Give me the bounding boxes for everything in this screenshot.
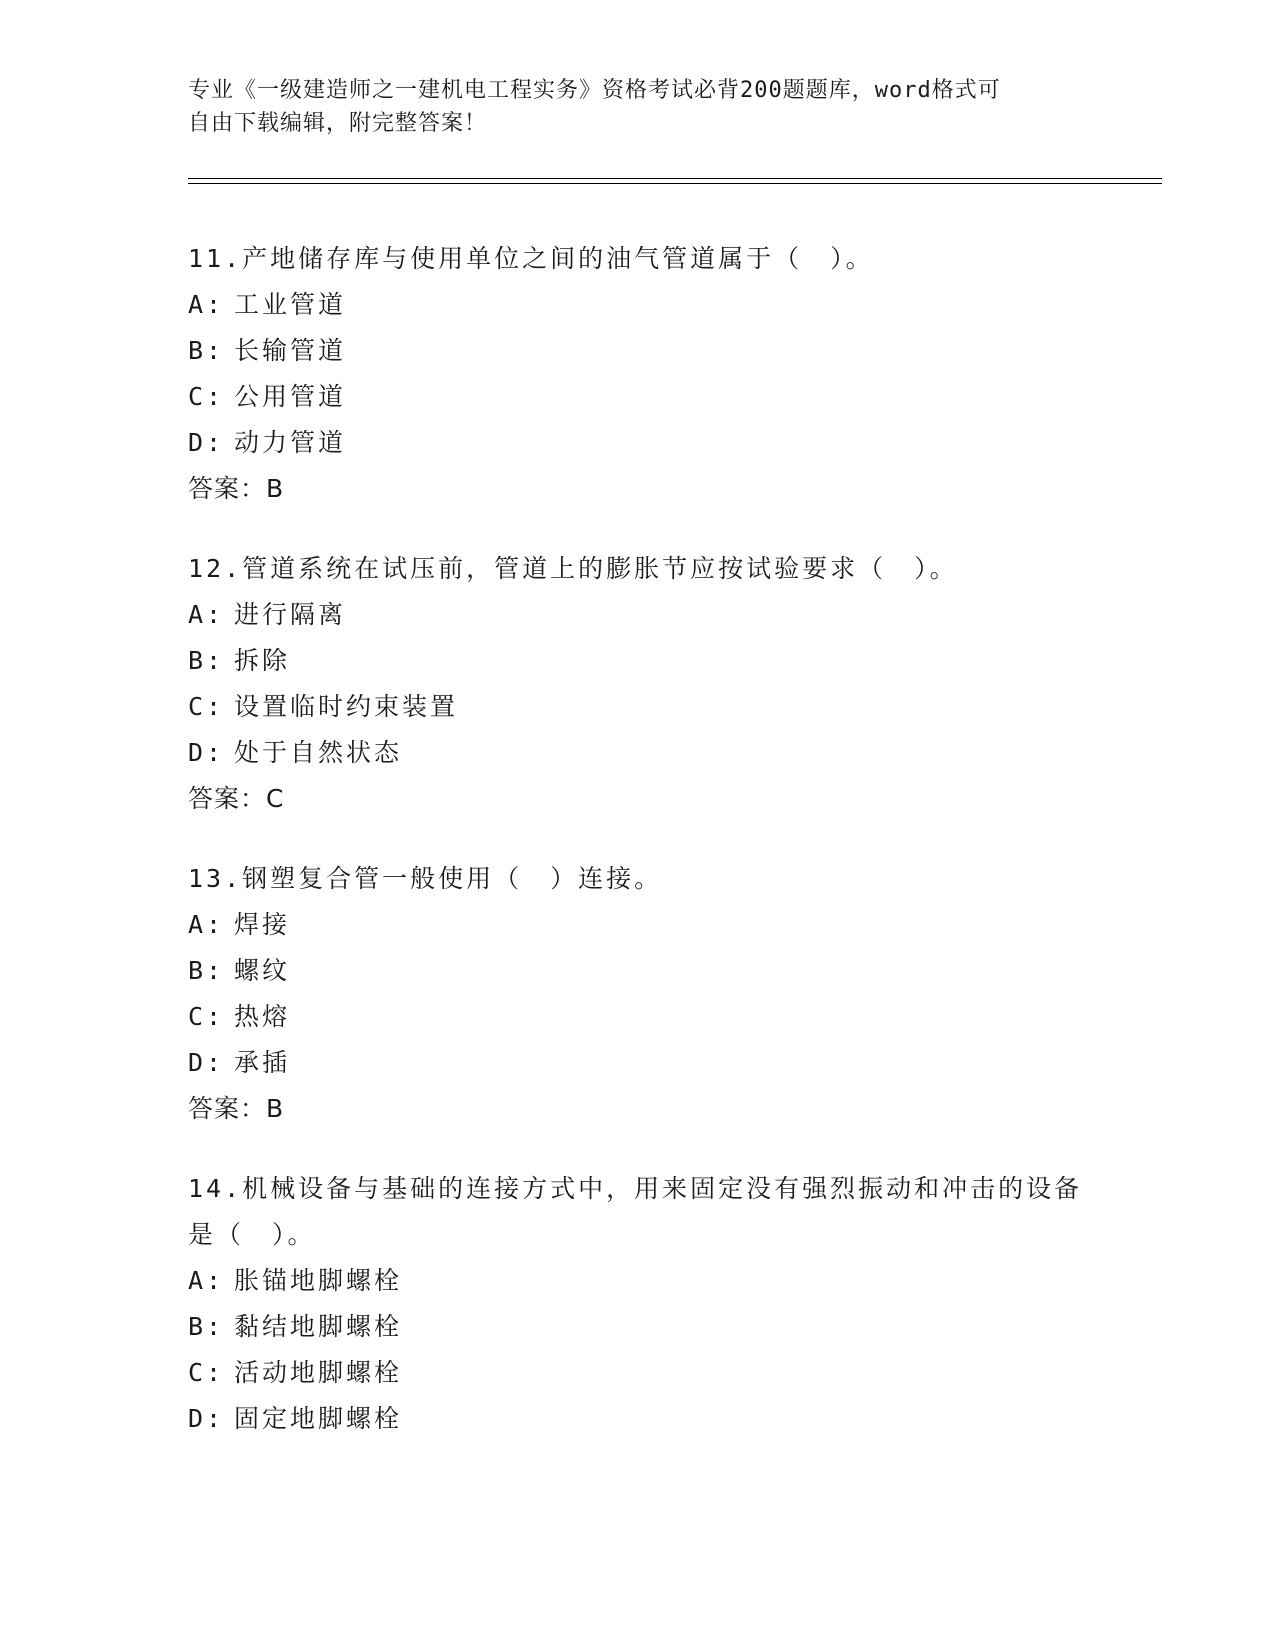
question-stem: 14.机械设备与基础的连接方式中，用来固定没有强烈振动和冲击的设备是（ ）。: [188, 1174, 1083, 1249]
option-letter: A:: [188, 600, 225, 629]
option-d: [188, 420, 1088, 466]
option-b: [188, 948, 1088, 994]
option-text: 胀锚地脚螺栓: [234, 1266, 403, 1295]
option-text: 设置临时约束装置: [234, 692, 459, 721]
option-text: 活动地脚螺栓: [234, 1358, 403, 1387]
option-text: 螺纹: [234, 956, 291, 985]
option-d: [188, 1396, 1088, 1442]
option-text: 动力管道: [234, 428, 347, 457]
option-a: [188, 592, 1088, 638]
option-letter: A:: [188, 910, 225, 939]
option-text: 处于自然状态: [234, 738, 403, 767]
option-letter: C:: [188, 1002, 225, 1031]
option-text: 长输管道: [234, 336, 347, 365]
option-text: 焊接: [234, 910, 291, 939]
option-c: [188, 994, 1088, 1040]
option-letter: D:: [188, 428, 225, 457]
option-a: [188, 1258, 1088, 1304]
answer-line: 答案：B: [188, 474, 285, 503]
answer-line: 答案：C: [188, 784, 285, 813]
option-c: [188, 374, 1088, 420]
option-text: 进行隔离: [234, 600, 347, 629]
option-text: 拆除: [234, 646, 291, 675]
option-text: 工业管道: [234, 290, 347, 319]
option-d: [188, 730, 1088, 776]
header-divider-top: [188, 178, 1162, 179]
option-c: [188, 1350, 1088, 1396]
option-a: [188, 282, 1088, 328]
header-line-2: 自由下载编辑，附完整答案！: [188, 111, 488, 136]
question-12: [188, 546, 1088, 822]
option-text: 承插: [234, 1048, 291, 1077]
answer-line: 答案：B: [188, 1094, 285, 1123]
option-letter: A:: [188, 1266, 225, 1295]
question-stem: 11.产地储存库与使用单位之间的油气管道属于（ ）。: [188, 244, 874, 273]
option-letter: A:: [188, 290, 225, 319]
option-c: [188, 684, 1088, 730]
question-list: [188, 236, 1088, 1476]
question-14: [188, 1166, 1088, 1442]
option-letter: B:: [188, 646, 225, 675]
option-b: [188, 1304, 1088, 1350]
question-13: [188, 856, 1088, 1132]
option-d: [188, 1040, 1088, 1086]
option-letter: D:: [188, 1048, 225, 1077]
question-stem: 12.管道系统在试压前，管道上的膨胀节应按试验要求（ ）。: [188, 554, 958, 583]
question-stem: 13.钢塑复合管一般使用（ ）连接。: [188, 864, 663, 893]
option-letter: B:: [188, 336, 225, 365]
option-a: [188, 902, 1088, 948]
option-b: [188, 638, 1088, 684]
option-text: 公用管道: [234, 382, 347, 411]
question-11: [188, 236, 1088, 512]
header-divider-bottom: [188, 183, 1162, 184]
option-letter: C:: [188, 692, 225, 721]
option-letter: B:: [188, 956, 225, 985]
option-letter: D:: [188, 1404, 225, 1433]
option-text: 热熔: [234, 1002, 291, 1031]
option-letter: C:: [188, 1358, 225, 1387]
document-header: [188, 74, 1088, 140]
option-text: 固定地脚螺栓: [234, 1404, 403, 1433]
option-letter: D:: [188, 738, 225, 767]
header-line-1: 专业《一级建造师之一建机电工程实务》资格考试必背200题题库，word格式可: [188, 78, 1001, 103]
option-letter: B:: [188, 1312, 225, 1341]
option-b: [188, 328, 1088, 374]
option-letter: C:: [188, 382, 225, 411]
option-text: 黏结地脚螺栓: [234, 1312, 403, 1341]
